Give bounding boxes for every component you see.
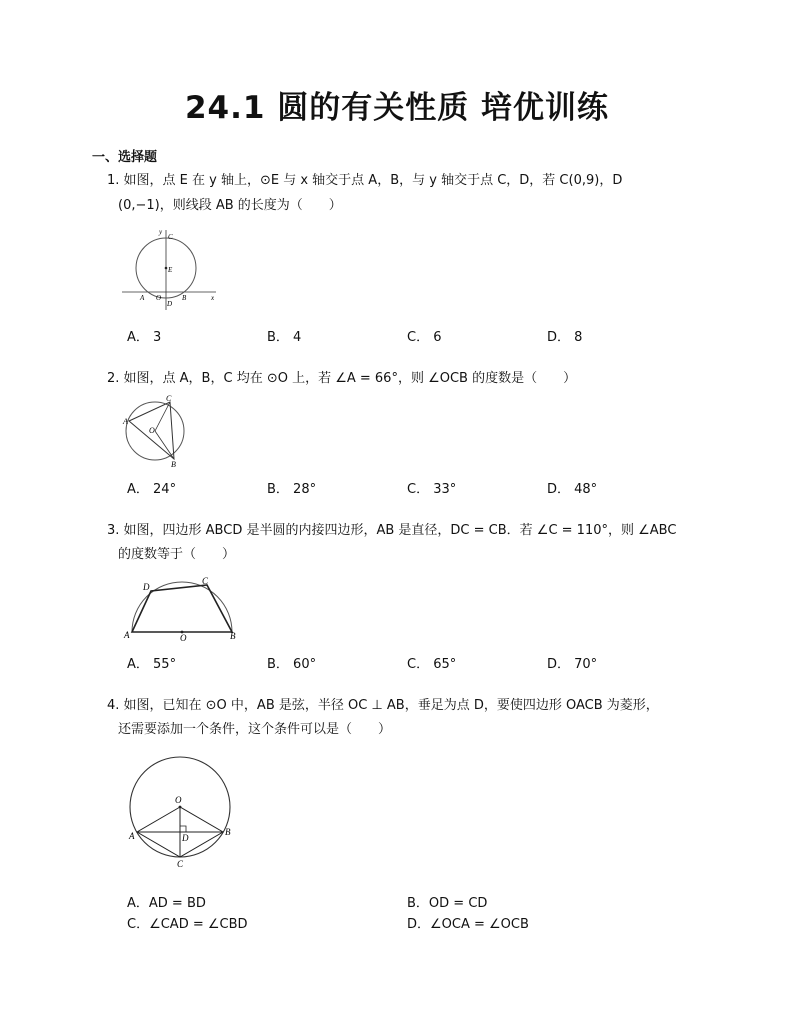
label-o: O xyxy=(175,795,182,805)
q3-option-b[interactable]: B． 60° xyxy=(267,657,317,672)
label-c: C xyxy=(166,394,172,403)
right-angle-mark xyxy=(180,826,186,832)
label-b: B xyxy=(230,631,236,641)
quadrilateral-abcd xyxy=(132,585,232,632)
label-c: C xyxy=(202,576,209,586)
q4-option-a[interactable]: A．AD = BD xyxy=(127,896,206,911)
q2-option-c[interactable]: C． 33° xyxy=(407,482,457,497)
question-3-line-2: 的度数等于（ ） xyxy=(118,547,236,562)
question-4-line-2: 还需要添加一个条件，这个条件可以是（ ） xyxy=(118,722,392,737)
label-o: O xyxy=(149,426,155,435)
center-point xyxy=(165,267,168,270)
label-e: E xyxy=(168,266,173,274)
label-c: C xyxy=(168,233,173,241)
label-a: A xyxy=(123,417,128,426)
label-b: B xyxy=(171,460,176,469)
label-a: A xyxy=(129,831,135,841)
label-b: B xyxy=(225,827,231,837)
q4-option-b[interactable]: B．OD = CD xyxy=(407,896,488,911)
label-b: B xyxy=(182,294,187,302)
label-c: C xyxy=(177,859,184,869)
q1-option-c[interactable]: C． 6 xyxy=(407,330,442,345)
question-2-line-1: 2. 如图，点 A，B，C 均在 ⊙O 上，若 ∠A = 66°，则 ∠OCB 的度数是（ ） xyxy=(107,371,577,386)
page-title: 24.1 圆的有关性质 培优训练 xyxy=(184,90,610,126)
figure-2 xyxy=(120,393,190,469)
q2-option-b[interactable]: B． 28° xyxy=(267,482,317,497)
label-d: D xyxy=(182,833,189,843)
q4-option-c[interactable]: C．∠CAD = ∠CBD xyxy=(127,917,248,932)
section-heading: 一、选择题 xyxy=(92,150,158,165)
label-o: O xyxy=(180,633,187,642)
q2-option-d[interactable]: D． 48° xyxy=(547,482,598,497)
q1-option-d[interactable]: D． 8 xyxy=(547,330,583,345)
q3-option-c[interactable]: C． 65° xyxy=(407,657,457,672)
q1-option-b[interactable]: B． 4 xyxy=(267,330,302,345)
label-y: y xyxy=(159,228,163,236)
figure-4 xyxy=(122,750,242,872)
question-3-line-1: 3. 如图，四边形 ABCD 是半圆的内接四边形，AB 是直径，DC = CB．若 ∠C = 110°，则 ∠ABC xyxy=(107,523,677,538)
question-1-line-2: (0,−1)，则线段 AB 的长度为（ ） xyxy=(118,198,342,213)
label-o: O xyxy=(156,294,162,302)
question-1-line-1: 1. 如图，点 E 在 y 轴上，⊙E 与 x 轴交于点 A，B，与 y 轴交于点 C，D，若 C(0,9)，D xyxy=(107,173,623,188)
label-d: D xyxy=(143,582,150,592)
figure-3 xyxy=(122,574,242,642)
q1-option-a[interactable]: A． 3 xyxy=(127,330,162,345)
q2-option-a[interactable]: A． 24° xyxy=(127,482,177,497)
q3-option-a[interactable]: A． 55° xyxy=(127,657,177,672)
label-x: x xyxy=(211,294,215,302)
label-a: A xyxy=(140,294,145,302)
label-a: A xyxy=(124,630,130,640)
q4-option-d[interactable]: D．∠OCA = ∠OCB xyxy=(407,917,529,932)
q3-option-d[interactable]: D． 70° xyxy=(547,657,598,672)
figure-1 xyxy=(118,226,220,312)
question-4-line-1: 4. 如图，已知在 ⊙O 中，AB 是弦，半径 OC ⊥ AB，垂足为点 D，要使四边形 OACB 为菱形， xyxy=(107,698,659,713)
segment-oc xyxy=(155,402,170,431)
center-point xyxy=(179,806,182,809)
label-d: D xyxy=(167,300,173,308)
